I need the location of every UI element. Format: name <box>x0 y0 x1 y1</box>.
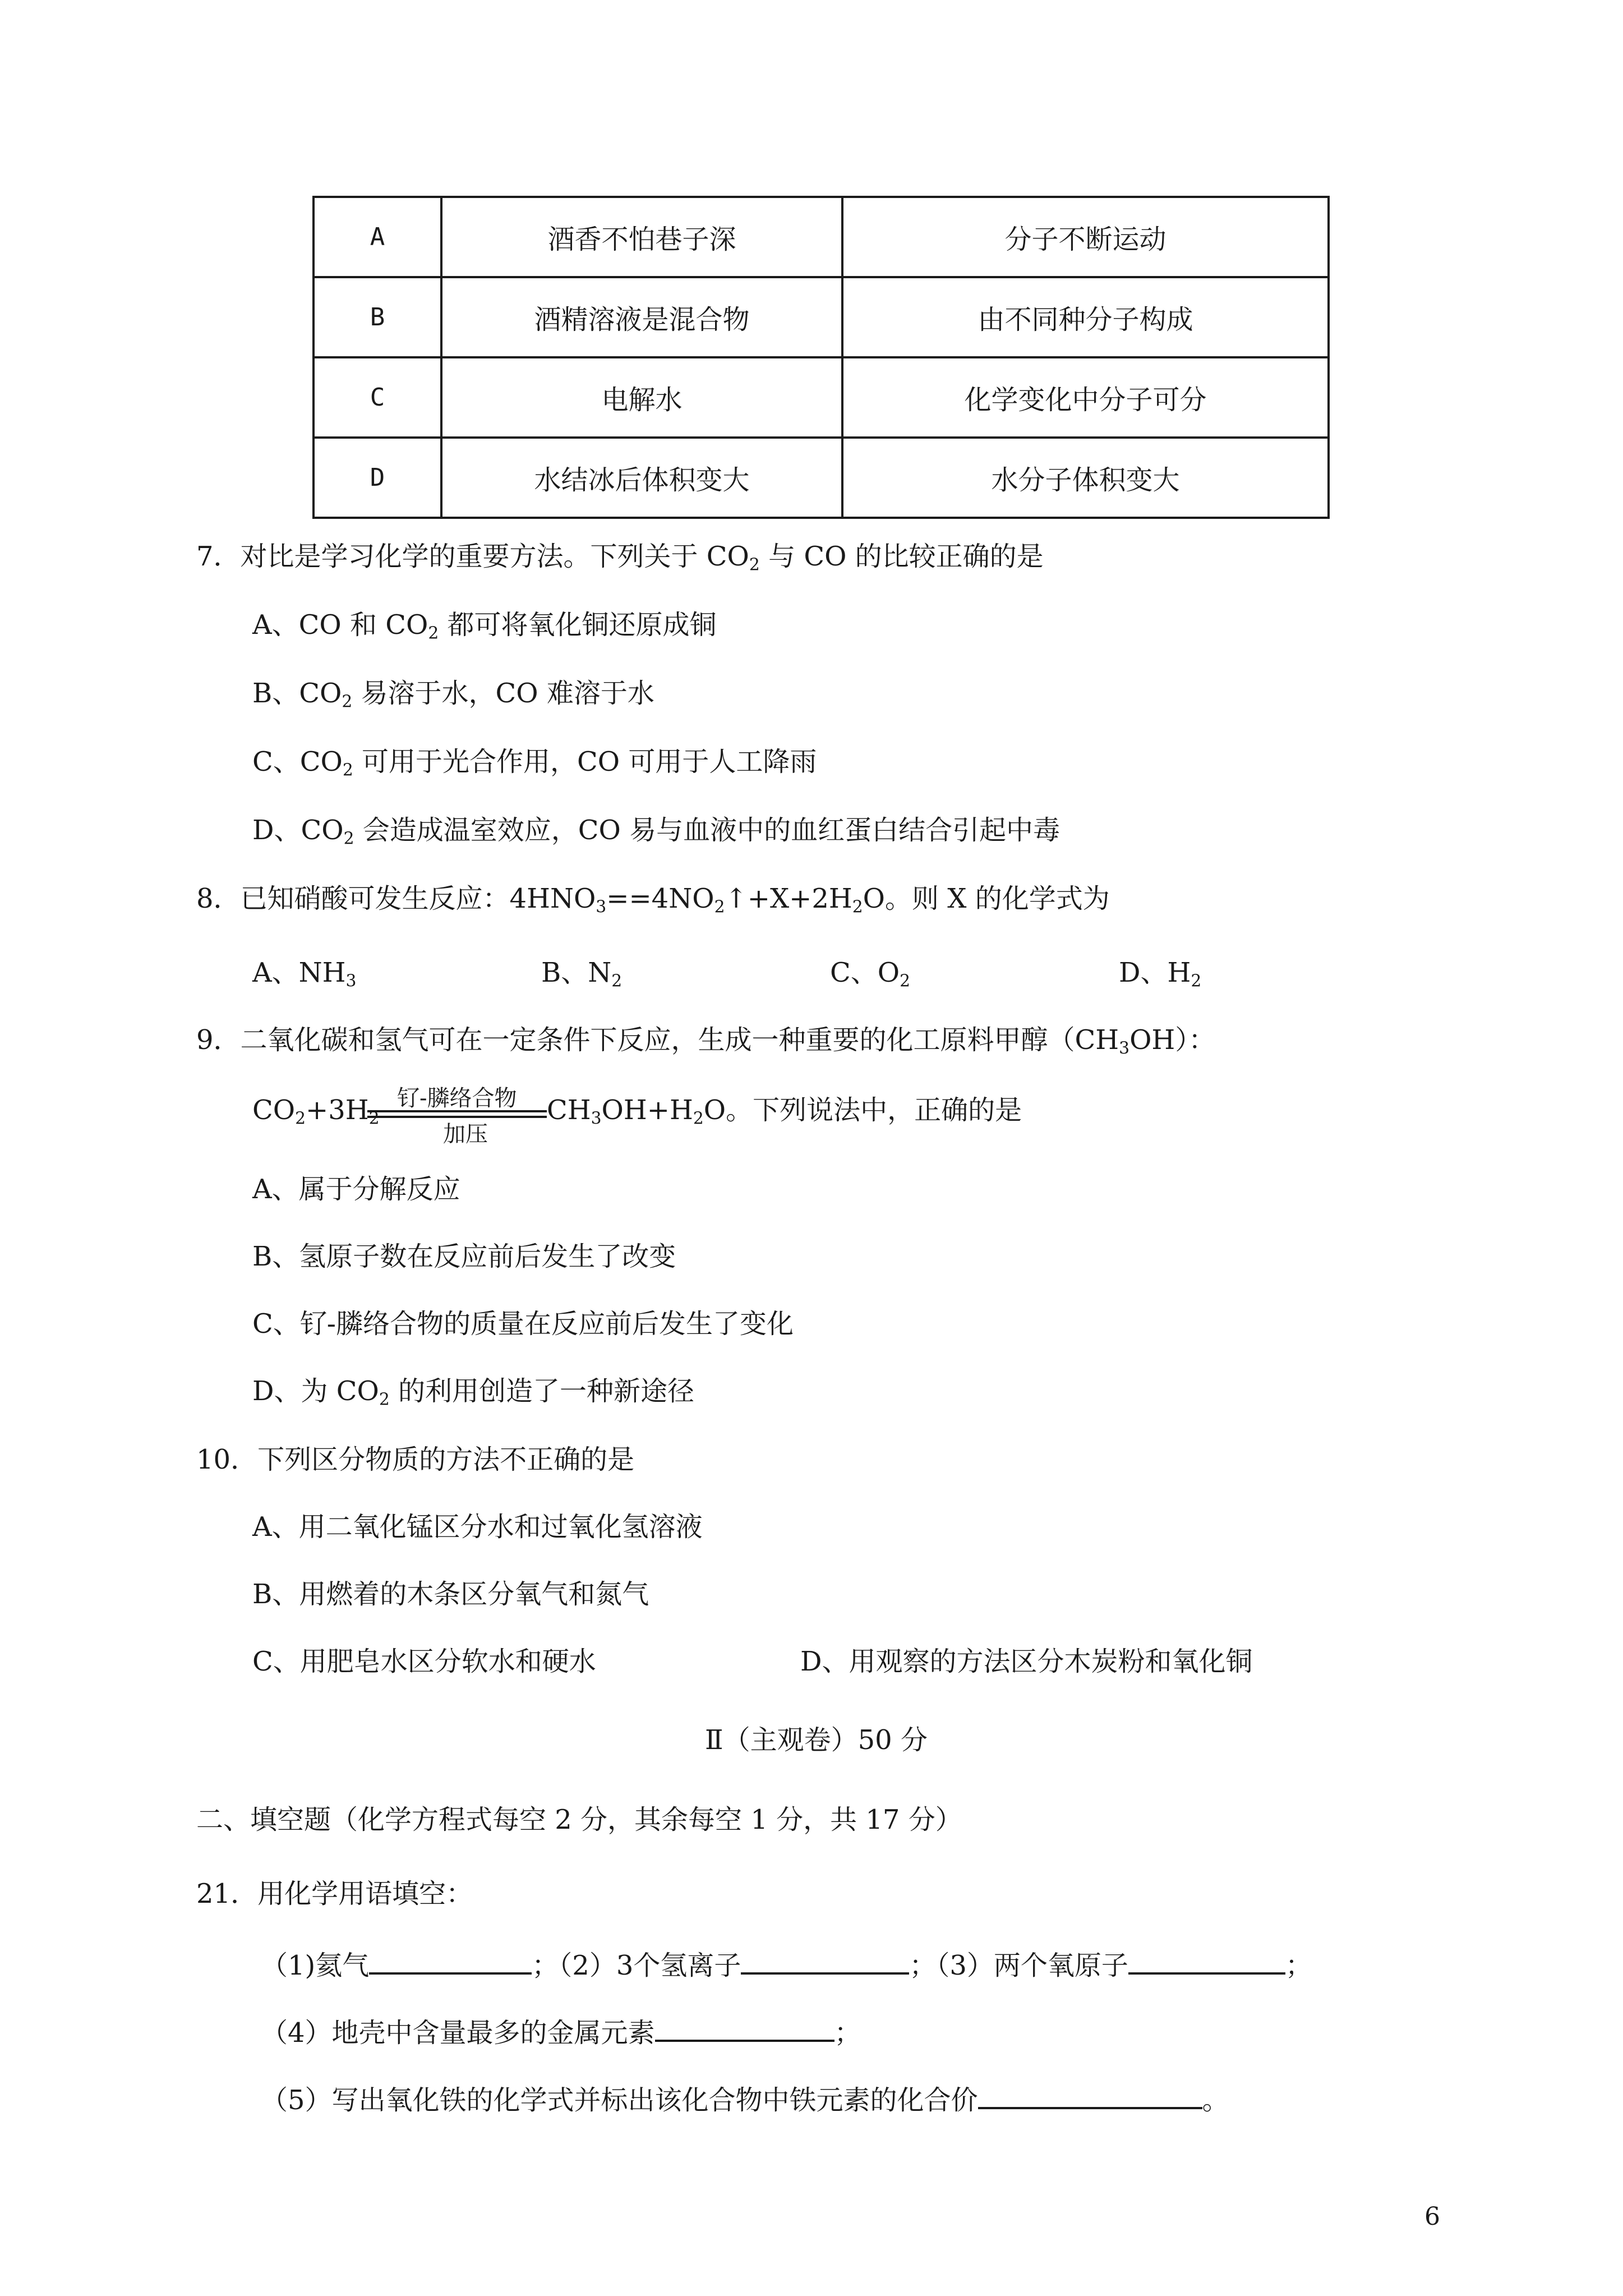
row-letter: C <box>313 357 441 438</box>
answer-blank[interactable] <box>369 1948 532 1975</box>
phenomenon-cell: 水结冰后体积变大 <box>441 438 842 518</box>
question-21-stem: 21．用化学用语填空： <box>196 1878 473 1910</box>
question-8-option-d: D、$H_2$ <box>1119 957 1202 991</box>
question-7-option-c: C、$CO_2$ 可用于光合作用，CO 可用于人工降雨 <box>252 746 817 780</box>
answer-blank[interactable] <box>655 2015 834 2042</box>
question-9-option-c: C、钌-膦络合物的质量在反应前后发生了变化 <box>252 1308 794 1340</box>
question-9-stem: 9．二氧化碳和氢气可在一定条件下反应，生成一种重要的化工原料甲醇$(CH_3OH)$： <box>196 1024 1216 1059</box>
phenomenon-cell: 电解水 <box>441 357 842 438</box>
table-row <box>313 277 1329 357</box>
explanation-cell: 水分子体积变大 <box>842 438 1329 518</box>
section-subtitle: 二、填空题（化学方程式每空 2 分，其余每空 1 分，共 17 分） <box>196 1804 962 1835</box>
question-21-line-5: （5）写出氧化铁的化学式并标出该化合物中铁元素的化合价 。 <box>261 2082 1229 2114</box>
question-8-option-c: C、$O_2$ <box>830 957 911 991</box>
question-10-option-a: A、用二氧化锰区分水和过氧化氢溶液 <box>252 1511 703 1543</box>
equation-right-side: $CH_3OH+H_2O$。下列说法中，正确的是 <box>547 1094 1022 1129</box>
row-letter: A <box>313 197 441 277</box>
question-9-option-b: B、氢原子数在反应前后发生了改变 <box>252 1241 676 1272</box>
answer-blank[interactable] <box>741 1948 909 1975</box>
reaction-equals-line-bottom <box>367 1116 547 1118</box>
phenomenon-cell: 酒香不怕巷子深 <box>441 197 842 277</box>
row-letter: D <box>313 438 441 518</box>
question-10-option-b: B、用燃着的木条区分氧气和氮气 <box>252 1579 649 1610</box>
explanation-cell: 化学变化中分子可分 <box>842 357 1329 438</box>
row-letter: B <box>313 277 441 357</box>
question-7-option-a: A、CO 和 $CO_2$ 都可将氧化铜还原成铜 <box>252 609 717 643</box>
question-7-stem: 7．对比是学习化学的重要方法。下列关于 $CO_2$ 与 CO 的比较正确的是 <box>196 541 1044 575</box>
question-7-option-d: D、$CO_2$ 会造成温室效应，CO 易与血液中的血红蛋白结合引起中毒 <box>252 815 1061 849</box>
reaction-equals-line-top <box>367 1110 547 1112</box>
question-9-option-d: D、为 $CO_2$ 的利用创造了一种新途径 <box>252 1375 695 1410</box>
section-title: Ⅱ（主观卷）50 分 <box>705 1724 928 1756</box>
table-row <box>313 197 1329 277</box>
question-8-stem: 8．已知硝酸可发生反应：$4HNO_3==4NO_2↑+X+2H_2O$。则 X 的化学式为 <box>196 883 1110 917</box>
question-7-option-b: B、$CO_2$ 易溶于水，CO 难溶于水 <box>252 678 654 712</box>
reaction-condition-catalyst: 钌-膦络合物 <box>397 1085 517 1111</box>
question-9-option-a: A、属于分解反应 <box>252 1174 460 1205</box>
page-number: 6 <box>1424 2202 1440 2231</box>
answer-blank[interactable] <box>1128 1948 1285 1975</box>
explanation-cell: 由不同种分子构成 <box>842 277 1329 357</box>
question-10-option-c: C、用肥皂水区分软水和硬水 <box>252 1646 596 1677</box>
equation-left-side: $CO_2+3H_2$ <box>252 1094 380 1129</box>
question-10-stem: 10．下列区分物质的方法不正确的是 <box>196 1444 635 1475</box>
explanation-cell: 分子不断运动 <box>842 197 1329 277</box>
question-8-option-a: A、$NH_3$ <box>252 957 357 991</box>
phenomenon-cell: 酒精溶液是混合物 <box>441 277 842 357</box>
question-10-option-d: D、用观察的方法区分木炭粉和氧化铜 <box>800 1646 1253 1677</box>
reaction-condition-pressure: 加压 <box>443 1121 488 1147</box>
question-8-option-b: B、$N_2$ <box>541 957 623 991</box>
question-21-line-4: （4）地壳中含量最多的金属元素 ； <box>261 2015 861 2046</box>
comparison-table <box>312 196 1330 519</box>
table-row <box>313 357 1329 438</box>
answer-blank[interactable] <box>978 2082 1202 2109</box>
table-row <box>313 438 1329 518</box>
question-21-line-1: （1)氦气 ；（2）3个氢离子 ；（3）两个氧原子 ； <box>261 1948 1312 1979</box>
